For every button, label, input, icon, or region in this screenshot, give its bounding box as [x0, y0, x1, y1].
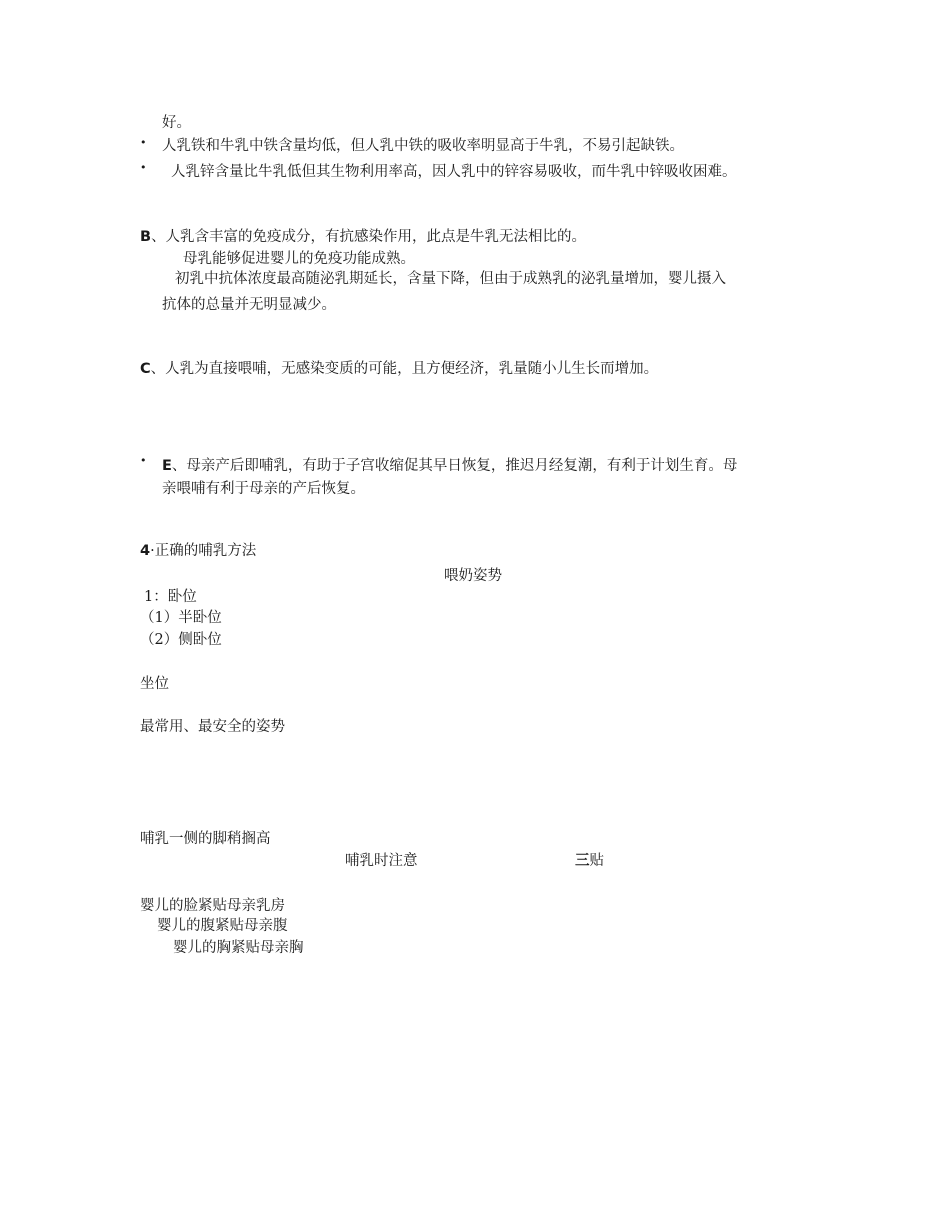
- section-e-marker: E: [162, 458, 172, 474]
- section-b-text: 、人乳含丰富的免疫成分，有抗感染作用，此点是牛乳无法相比的。: [151, 229, 587, 245]
- section-4-heading: [140, 542, 256, 560]
- section-b-marker: B: [140, 229, 152, 245]
- text-line-immune: 母乳能够促进婴儿的免疫功能成熟。: [183, 251, 415, 267]
- text-line-belly: 婴儿的腹紧贴母亲腹: [157, 918, 288, 934]
- section-c-text: 、人乳为直接喂哺，无感染变质的可能，且方便经济，乳量随小儿生长而增加。: [150, 361, 659, 377]
- section-c-marker: C: [140, 361, 151, 377]
- text-line-foot: 哺乳一侧的脚稍搁高: [140, 831, 271, 847]
- text-line-iron: 人乳铁和牛乳中铁含量均低，但人乳中铁的吸收率明显高于牛乳，不易引起缺铁。: [162, 138, 684, 154]
- subheading-posture: 喂奶姿势: [444, 568, 502, 584]
- text-line-zinc: 人乳锌含量比牛乳低但其生物利用率高，因人乳中的锌容易吸收，而牛乳中锌吸收困难。: [171, 164, 737, 180]
- text-line-recovery: 亲喂哺有利于母亲的产后恢复。: [162, 481, 365, 497]
- text-line-safest: 最常用、最安全的姿势: [140, 719, 285, 735]
- text-line-continuation: 好。: [162, 115, 191, 131]
- text-line-sitting: 坐位: [140, 676, 169, 692]
- bullet-icon: •: [140, 161, 147, 174]
- section-4-marker: 4: [140, 543, 151, 559]
- section-4-text: ·正确的哺乳方法: [150, 543, 257, 559]
- section-e-text: 、母亲产后即哺乳，有助于子宫收缩促其早日恢复，推迟月经复潮，有利于计划生育。母: [171, 458, 738, 474]
- bullet-icon: •: [140, 454, 147, 467]
- text-line-colostrum: 初乳中抗体浓度最高随泌乳期延长，含量下降，但由于成熟乳的泌乳量增加，婴儿摄入: [175, 271, 726, 287]
- subheading-three-contacts: [575, 852, 604, 870]
- bullet-icon: •: [140, 136, 147, 149]
- three-text: 贴: [589, 853, 604, 869]
- text-line-antibody: 抗体的总量并无明显减少。: [162, 297, 336, 313]
- list-item-lying: 1：卧位: [144, 589, 197, 605]
- section-e-heading: [162, 457, 737, 475]
- list-item-side-lying: （2）侧卧位: [140, 632, 222, 648]
- three-marker: 三: [575, 853, 590, 869]
- list-item-semi-lying: （1）半卧位: [140, 610, 222, 626]
- subheading-attention: 哺乳时注意: [345, 853, 418, 869]
- text-line-face: 婴儿的脸紧贴母亲乳房: [140, 898, 285, 914]
- section-c-heading: [140, 360, 658, 378]
- section-b-heading: [140, 228, 586, 246]
- text-line-chest: 婴儿的胸紧贴母亲胸: [173, 940, 304, 956]
